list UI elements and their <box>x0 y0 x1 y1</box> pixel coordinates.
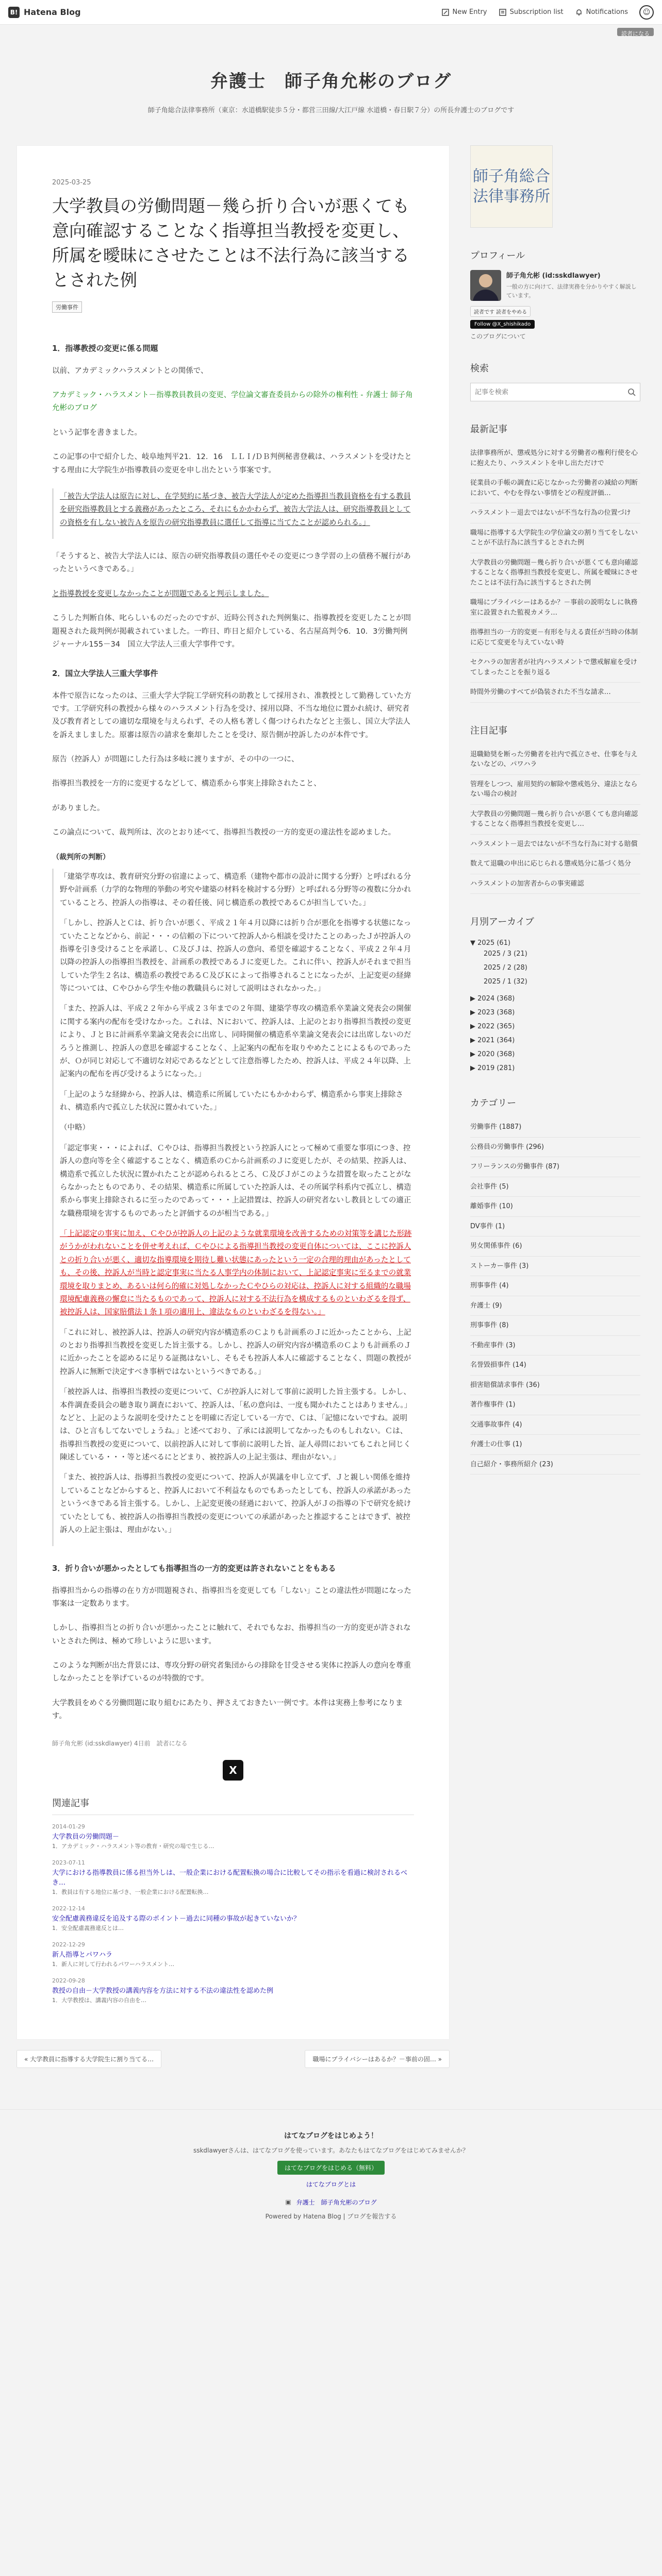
category-item[interactable] <box>470 1455 640 1475</box>
profile-module <box>470 248 640 341</box>
category-item[interactable] <box>470 1177 640 1197</box>
paragraph: 原告（控訴人）が問題にした行為は多岐に渡りますが、その中の一つに、 <box>52 755 299 764</box>
archive-year[interactable]: ▶ 2023 (368) <box>470 1009 515 1016</box>
related-snippet: 1．大学教授は、講義内容の自由を… <box>52 1996 146 2004</box>
related-title: 関連記事 <box>52 1796 414 1815</box>
about-hatena-link[interactable]: はてなブログとは <box>306 2180 356 2188</box>
quote-text: 「また、被控訴人は、指導担当教授の変更について、控訴人が異議を申し立てず、Ｊと親しい関係を維持していることなどからすると、控訴人において不利益なものでもあったとしても、控訴人の承諾があったというべきである旨主張する。しかし、上記変更後の経過において、控訴人がＪの指導の下で研究を続けていたとしても、被控訴人の指導担当教授の変更についての承諾があったと推認することはできず、被控訴人の上記主張は、理由がない。」 <box>60 1473 411 1534</box>
recent-link[interactable]: ハラスメント－退去ではないが不当な行為の位置づけ <box>470 509 631 517</box>
category-item[interactable] <box>470 1336 640 1356</box>
recent-item[interactable] <box>470 593 640 623</box>
recent-item[interactable] <box>470 653 640 683</box>
prev-entry-link[interactable]: « 大学教員に指導する大学院生に割り当てる… <box>16 2050 161 2068</box>
section-heading: 3．折り合いが悪かったとしても指導担当の一方的変更は許されないことをもある <box>52 1564 336 1573</box>
category-link[interactable]: ストーカー事件 (3) <box>470 1262 529 1270</box>
recent-link[interactable]: 職場に指導する大学院生の学位論文の割り当てをしないことが不法行為に該当するとされた例 <box>470 529 638 547</box>
related-item[interactable] <box>52 1905 414 1932</box>
entry-date[interactable]: 2025-03-25 <box>52 179 91 187</box>
paragraph: しかし、指導担当との折り合いが悪かったことに触れて、それでもなお、指導担当の一方的変更が許されないとされた例は、極めて珍しいように思います。 <box>52 1624 411 1646</box>
blockquote <box>52 488 414 539</box>
profile-description: 一般の方に向けて、法律実務を分かりやすく解説しています。 <box>506 283 637 299</box>
popular-link[interactable]: 大学教員の労働問題－幾ら折り合いが悪くても意向確認することなく指導担当教授を変更し… <box>470 810 638 828</box>
archive-month[interactable]: 2025 / 1 (32) <box>484 978 527 986</box>
search-title: 検索 <box>470 363 489 374</box>
related-date: 2014-01-29 <box>52 1823 85 1830</box>
recent-item[interactable] <box>470 444 640 473</box>
recent-link[interactable]: 時間外労働のすべてが偽装された不当な請求… <box>470 688 611 696</box>
related-link[interactable]: 教授の自由－大学教授の講義内容を方法に対する不法の違法性を認めた例 <box>52 1987 274 1995</box>
category-tag[interactable]: 労働事件 <box>52 301 82 313</box>
quote-text: 「被控訴人は、指導担当教授の変更について、Ｃが控訴人に対して事前に説明した旨主張する。しかし、本件調査委員会の聴き取り調査において、控訴人は、「私の意向は、一度も聞かれたことはありません。」などと、上記のような説明を受けたことを明確に否定している一方で、Ｃは、「記憶にないですね。説明は、ひと言もしてないでしょうね。」と述べており、了承には説明してなかったものもしれない。Ｃは、指導担当教授の変更について、以前控訴人に対して事前に説明した旨、証人尋問においてもこれと同じく陳述している・・・等と述べるにとどまり、被控訴人の上記主張は、理由がない。」 <box>60 1388 412 1462</box>
related-date: 2023-07-11 <box>52 1859 85 1866</box>
archive-year[interactable]: ▶ 2019 (281) <box>470 1064 515 1072</box>
paragraph: こうした判断自体、叱らしいものだったのですが、近時公刊された判例集に、指導教授を変更したことが問題視された裁判例が掲載されていました。一昨日、昨日と紹介している、名古屋高判令6．10．3労働判例ジャーナル155－34 国立大学法人三重大学事件です。 <box>52 614 411 649</box>
related-snippet: 1．新人に対して行われるパワーハラスメント… <box>52 1960 175 1968</box>
category-item[interactable] <box>470 1276 640 1296</box>
category-link[interactable]: 著作権事件 (1) <box>470 1401 516 1409</box>
paragraph: 本件で原告になったのは、三重大学大学院工学研究科の助教として採用され、准教授として勤務していた方です。工学研究科の教授から様々のハラスメント行為を受け、採用以降、不当な地位に置かれ続け、研究者及び教育者としての適切な環境を与えられず、その人格も著しく傷つけられたなどと主張し、国立大学法人を訴えましました。原審は原告の請求を棄却したことを受け、原告側が控訴したのが本件です。 <box>52 691 411 739</box>
popular-item[interactable] <box>470 874 640 894</box>
related-entry-link[interactable]: アカデミック・ハラスメント－指導教員教員の変更、学位論文審査委員からの除外の権利性 - 弁護士 師子角允彬のブログ <box>52 391 413 413</box>
category-link[interactable]: 刑事事件 (4) <box>470 1282 509 1290</box>
start-blog-button[interactable]: はてなブログをはじめる（無料） <box>277 2161 385 2175</box>
follow-x-button[interactable]: Follow @X_shishikado <box>470 320 535 329</box>
user-avatar-icon[interactable]: ☺ <box>639 5 654 20</box>
recent-item[interactable] <box>470 553 640 594</box>
popular-entries-module <box>470 723 640 894</box>
entry-body <box>52 342 414 1723</box>
blog-header <box>0 36 662 145</box>
popular-link[interactable]: 管理をしつつ、雇用契約の解除や懲戒処分、違法とならない場合の検討 <box>470 780 638 798</box>
blog-description: 師子角総合法律事務所（東京：水道橋駅徒歩５分・都営三田線/大江戸線 水道橋・春日駅７分）の所長弁護士のブログです <box>147 107 515 114</box>
reader-button[interactable]: 読者になる <box>617 28 654 36</box>
category-item[interactable] <box>470 1236 640 1257</box>
entry-footer: 師子角允彬 (id:sskdlawyer) 4日前 読者になる <box>52 1739 188 1747</box>
related-link[interactable]: 大学教員の労働問題－ <box>52 1833 120 1841</box>
category-item[interactable] <box>470 1197 640 1217</box>
entry-pager <box>16 2050 450 2068</box>
popular-item[interactable] <box>470 775 640 805</box>
quote-text: 「しかし、控訴人とＣは、折り合いが悪く、平成２１年４月以降には折り合が悪化を指導する状態になっていたことなどから、前記・・・の信頼の下について控訴人から相談を受けたことのあったＪが控訴人の指導を引き受けることを承諾し、Ｃ及びＪは、控訴人の意向、希望を確認することなく、平成２２年４月以降の控訴人の指導担当教授を、計画系の教授であるＪに変更した。これに伴い、控訴人がそれまで担当していた学生２名は、構造系の教授であるＣ及びＫによって指導されることになったが、上記変更の経緯等については、Ｃやひから学生や他の教職員らに対して説明はされなかった。」 <box>60 919 411 993</box>
category-item[interactable] <box>470 1316 640 1336</box>
recent-item[interactable] <box>470 473 640 503</box>
hatena-blog-logo[interactable] <box>8 7 81 18</box>
paragraph: このような判断が出た背景には、専攻分野の研究者集団からの排除を甘受させる実体に控訴人の意向を尊重しなかったことを挙げているのが特徴的です。 <box>52 1662 411 1683</box>
archive-month[interactable]: 2025 / 2 (28) <box>484 964 527 972</box>
recent-link[interactable]: 従業員の手帳の調査に応じなかった労働者の減給の判断において、やむを得ない事情をどの程度評価… <box>470 479 638 497</box>
notifications-label: Notifications <box>586 8 628 16</box>
paragraph: 「そうすると、被告大学法人には、原告の研究指導教員の選任やその変更につき学習の上の債務不履行があったというべきである。」 <box>52 552 411 574</box>
archive-title: 月別アーカイブ <box>470 917 535 927</box>
about-blog-link[interactable]: このブログについて <box>470 333 526 340</box>
profile-name[interactable]: 師子角允彬 (id:sskdlawyer) <box>506 272 601 280</box>
next-entry-link[interactable]: 職場にプライバシーはあるか？－事前の固… » <box>305 2050 450 2068</box>
category-item[interactable] <box>470 1395 640 1415</box>
category-item[interactable] <box>470 1157 640 1177</box>
category-link[interactable]: 交通事故事件 (4) <box>470 1420 522 1429</box>
related-item[interactable] <box>52 1977 414 2004</box>
recent-item[interactable] <box>470 503 640 523</box>
archive-year[interactable]: ▶ 2021 (364) <box>470 1037 515 1044</box>
paragraph: 指導担当教授を一方的に変更するなどして、構造系から事実上排除されたこと、 <box>52 779 321 788</box>
category-link[interactable]: 男女関係事件 (6) <box>470 1242 522 1250</box>
section-heading: 2．国立大学法人三重大学事件 <box>52 669 158 679</box>
category-link[interactable]: 名誉毀損事件 (14) <box>470 1361 526 1369</box>
recent-link[interactable]: セクハラの加害者が社内ハラスメントで懲戒解雇を受けてしまったことを振り返る <box>470 658 637 676</box>
hatena-small-icon: ▣ <box>285 2198 291 2206</box>
related-item[interactable] <box>52 1859 414 1896</box>
category-link[interactable]: 会社事件 (5) <box>470 1182 509 1191</box>
archive-module <box>470 914 640 1075</box>
quote-text: 「また、控訴人は、平成２２年から平成２３年までの２年間、建築学専攻の構造系卒業論文発表会の開催に関する案内の配布を受けなかった。これは、Ｎにおいて、控訴人は、上記のとおり指導担当教授の変更により、ＪとＢに計画系卒業論文発表会に出席し、同時開催の構造系卒業論文発表会には出席しないのだろうと推測し、控訴人の意思を確認することなく、上記案内の配布を取りやめたことによるものであったが、Ｏが同じ対応して不適切な対応であるなどとして注意指導したため、控訴人は、平成２４年以降、上記案内の配布を再び受けるようになった。」 <box>60 1005 411 1079</box>
blog-title[interactable]: 弁護士 師子角允彬のブログ <box>210 71 452 92</box>
archive-year[interactable]: ▼ 2025 (61) 2025 / 3 (21) 2025 / 2 (28) 2025 / 1 (32) <box>470 936 640 992</box>
popular-title: 注目記事 <box>470 725 507 736</box>
category-item[interactable] <box>470 1217 640 1237</box>
related-item[interactable] <box>52 1823 414 1850</box>
new-entry-button[interactable] <box>441 8 487 16</box>
footer-title: はてなブログをはじめよう！ <box>284 2131 378 2140</box>
popular-link[interactable]: 退職勧奨を断った労働者を社内で孤立させ、仕事を与えないなどの、パワハラ <box>470 750 638 768</box>
category-title: カテゴリー <box>470 1098 517 1109</box>
page-footer <box>0 2109 662 2236</box>
x-share-icon[interactable]: X <box>223 1760 243 1781</box>
paragraph: と指導教授を変更しなかったことが問題であると判示しました。 <box>52 589 269 598</box>
recent-item[interactable] <box>470 683 640 703</box>
category-item[interactable] <box>470 1138 640 1158</box>
quote-text: 「建築学専攻は、教育研究分野の宿違によって、構造系（建物や都市の設計に関する分野）と呼ばれる分野や計画系（力学的な物理的挙動の考究や建築の材料を検討する分野）と呼ばれる分野等の複数に分かれていることろ、控訴人の指導は、その着任後、同じ構造系の教授であるＣが担当していた。」 <box>60 873 411 907</box>
footer-line: sskdlawyerさんは、はてなブログを使っています。あなたもはてなブログをはじめてみませんか？ <box>193 2146 469 2154</box>
archive-year[interactable]: ▶ 2024 (368) <box>470 995 515 1003</box>
category-link[interactable]: フリーランスの労働事件 (87) <box>470 1163 559 1171</box>
category-link[interactable]: 弁護士 (9) <box>470 1301 502 1310</box>
related-snippet: 1．アカデミック・ハラスメント等の教育・研究の場で生じる… <box>52 1842 214 1850</box>
popular-item[interactable] <box>470 835 640 855</box>
popular-link[interactable]: 数えて退職の申出に応じられる懲戒処分に基づく処分 <box>470 860 632 868</box>
hatena-icon: B! <box>8 7 20 18</box>
recent-link[interactable]: 法律事務所が、懲戒処分に対する労働者の権利行使を心に抱えたり、ハラスメントを申し出ただけで <box>470 449 638 467</box>
category-link[interactable]: 公務員の労働事件 (296) <box>470 1143 544 1151</box>
quote-text: 「これに対し、被控訴人は、控訴人の研究内容が構造系のＣよりも計画系のＪに近かったことから、上記のとおり指導担当教授を変更した旨主張する。しかし、控訴人の研究内容が構造系のＣよりも計画系のＪに近かったことを認めるに足りる証拠はないし、そもそも控訴人本人に確認することなく、問題の教授が控訴人に無断で決定すべき事柄ではないというべきである。」 <box>60 1328 411 1376</box>
related-date: 2022-12-14 <box>52 1905 85 1912</box>
related-snippet: 1．教員は有する地位に基づき、一般企業における配置転換… <box>52 1888 209 1895</box>
archive-year[interactable]: ▶ 2020 (368) <box>470 1050 515 1058</box>
paragraph: がありました。 <box>52 804 105 812</box>
quote-text: 「認定事実・・・によれば、Ｃやひは、指導担当教授という控訴人にとって極めて重要な事項につき、控訴人の意向等を全く確認することなく、構造系のＣから計画系のＪに変更したが、その結果、控訴人は、構造系で孤立した状況に置かれたことが認められるところ、Ｃ及びＪがこのような措置を取ったことがならなかったとものであり、その結果、構造系に所属していた控訴人は、その所属学科系内で孤立し、構造系から事実上排除されるに至ったのであって・・・上記措置は、控訴人の研究者ないし教員としての適正な職務環境を害するものであったと評価するのが相当である。」 <box>60 1144 411 1218</box>
category-item[interactable] <box>470 1296 640 1316</box>
powered-by: Powered by Hatena Blog | ブログを報告する <box>265 2212 397 2220</box>
recent-link[interactable]: 大学教員の労働問題－幾ら折り合いが悪くても意向確認することなく指導担当教授を変更し、所属を曖昧にさせたことは不法行為に該当するとされた例 <box>470 558 638 587</box>
recent-item[interactable] <box>470 623 640 653</box>
entry-title[interactable]: 大学教員の労働問題－幾ら折り合いが悪くても意向確認することなく指導担当教授を変更し、所属を曖昧にさせたことは不法行為に該当するとされた例 <box>52 196 409 290</box>
recent-item[interactable] <box>470 523 640 553</box>
quote-text: 「上記のような経緯から、控訴人は、構造系に所属していたにもかかわらず、構造系から事実上排除され、構造系内で孤立した状況に置かれていた。」 <box>60 1090 403 1112</box>
logo-text: Hatena Blog <box>24 7 81 17</box>
new-entry-label: New Entry <box>452 8 487 16</box>
category-item[interactable] <box>470 1376 640 1396</box>
category-link[interactable]: 不動産事件 (3) <box>470 1341 516 1349</box>
reader-toggle-button[interactable]: 読者です 読者をやめる <box>470 306 531 317</box>
category-module <box>470 1096 640 1475</box>
bell-icon <box>575 8 583 16</box>
related-snippet: 1．安全配慮義務違反とは… <box>52 1924 124 1931</box>
related-item[interactable] <box>52 1941 414 1968</box>
category-item[interactable] <box>470 1117 640 1138</box>
paragraph: という記事を書きました。 <box>52 428 142 437</box>
quote-text: （中略） <box>60 1124 90 1132</box>
subscription-list-button[interactable] <box>499 8 564 16</box>
archive-year[interactable]: ▶ 2022 (365) <box>470 1023 515 1030</box>
related-link[interactable]: 安全配慮義務違反を追及する際のポイント－過去に同種の事故が起きていないか？ <box>52 1914 301 1923</box>
recent-link[interactable]: 職場にプライバシーはあるか？－事前の説明なしに執務室に設置された監視カメラ… <box>470 599 638 617</box>
related-date: 2022-09-28 <box>52 1977 85 1984</box>
profile-avatar[interactable] <box>470 270 501 301</box>
recent-link[interactable]: 指導担当の一方的変更－有形を与える責任が当時の体制に応じて変更を与えていない時 <box>470 629 638 647</box>
search-module <box>470 361 640 401</box>
list-icon <box>499 8 507 16</box>
popular-item[interactable] <box>470 745 640 775</box>
category-link[interactable]: 弁護士の仕事 (1) <box>470 1440 522 1448</box>
category-item[interactable] <box>470 1435 640 1455</box>
section-heading: 1．指導教授の変更に係る問題 <box>52 344 158 353</box>
related-date: 2022-12-29 <box>52 1941 85 1948</box>
paragraph: この記事の中で紹介した、岐阜地判平21．12．16 ＬＬＩ/ＤＢ判例秘書登載は、ハラスメントを受けたとする理由に大学院生が指導教員の変更を申し出たという事案です。 <box>52 453 412 474</box>
search-input[interactable] <box>475 388 604 396</box>
category-item[interactable] <box>470 1355 640 1376</box>
popular-item[interactable] <box>470 805 640 835</box>
sidebar <box>470 145 640 1495</box>
popular-link[interactable]: ハラスメントの加害者からの事実確認 <box>470 879 584 888</box>
category-item[interactable] <box>470 1415 640 1435</box>
blockquote <box>52 869 414 1546</box>
paragraph: 大学教員をめぐる労働問題に取り組むにあたり、押さえておきたい一例です。本件は実務上参考になります。 <box>52 1699 403 1721</box>
article <box>16 145 450 2040</box>
recent-entries-module <box>470 422 640 703</box>
paragraph: 以前、アカデミックハラスメントとの関係で、 <box>52 366 208 375</box>
category-link[interactable]: 自己紹介・事務所紹介 (23) <box>470 1460 553 1468</box>
related-link[interactable]: 大学における指導教員に係る担当外しは、一般企業における配置転換の場合に比較してその指示を看過に検討されるべき… <box>52 1869 408 1887</box>
paragraph: 指導担当からの指導の在り方が問題視され、指導担当を変更しても「しない」ことの違法性が問題になった事案は一定数あります。 <box>52 1586 411 1608</box>
paragraph: この論点について、裁判所は、次のとおり述べて、指導担当教授の一方的変更の違法性を認めました。 <box>52 828 396 837</box>
popular-link[interactable]: ハラスメント－退去ではないが不当な行為に対する賠償 <box>470 840 638 848</box>
profile-title: プロフィール <box>470 250 525 261</box>
footer-blog-link[interactable]: 弁護士 師子角允彬のブログ <box>296 2198 377 2206</box>
search-icon[interactable] <box>627 388 636 396</box>
archive-month[interactable]: 2025 / 3 (21) <box>484 950 527 958</box>
popular-item[interactable] <box>470 854 640 874</box>
quote-text-highlight: 「上記認定の事実に加え、Ｃやひが控訴人の上記のような就業環境を改善するための対策等を講じた形跡がうかがわれないことを併せ考えれば、Ｃやひによる指導担当教授の変更自体については、ここに控訴人との折り合いが悪く、適切な指導環境を期待し難い状態にあったという一定の合理的理由があったとしても、その後、控訴人が当時と認定事実に当たる人事学内の体制において、上記認定事実に至るまでの就業環境を取りまとめ、あるいは何ら的確に対処しなかったＣやひらの対応は、控訴人に対する組織的な職場環境配慮義務の懈怠に当たるものであって、控訴人に対する不法行為を構成するものといわざるを得ず、被控訴人は、国家賠償法１条１項の適用上、違法なものといわざるを得ない。」 <box>60 1230 412 1317</box>
subsection-heading: （裁判所の判断） <box>52 853 110 861</box>
category-item[interactable] <box>470 1257 640 1277</box>
top-bar <box>0 0 662 25</box>
office-logo[interactable]: 師子角総合 法律事務所 <box>470 145 553 228</box>
related-entries <box>52 1796 414 2004</box>
related-link[interactable]: 新人指導とパワハラ <box>52 1951 113 1959</box>
pencil-icon <box>441 8 450 16</box>
category-link[interactable]: DV事件 (1) <box>470 1222 505 1230</box>
category-link[interactable]: 損害賠償請求事件 (36) <box>470 1381 540 1389</box>
recent-title: 最新記事 <box>470 424 507 435</box>
category-link[interactable]: 離婚事件 (10) <box>470 1202 513 1210</box>
subscription-label: Subscription list <box>509 8 564 16</box>
notifications-button[interactable] <box>575 8 628 16</box>
quote-text: 「被告大学法人は原告に対し、在学契約に基づき、被告大学法人が定めた指導担当教員資格を有する教員を研究指導教員とする義務があったところ、それにもかかわらず、被告大学法人は、研究指導教員としての資格を有しない被告Ａを原告の研究指導教員に選任して指導に当てたことが認められる。」 <box>60 492 411 527</box>
category-link[interactable]: 刑事事件 (8) <box>470 1321 509 1329</box>
category-link[interactable]: 労働事件 (1887) <box>470 1123 522 1131</box>
